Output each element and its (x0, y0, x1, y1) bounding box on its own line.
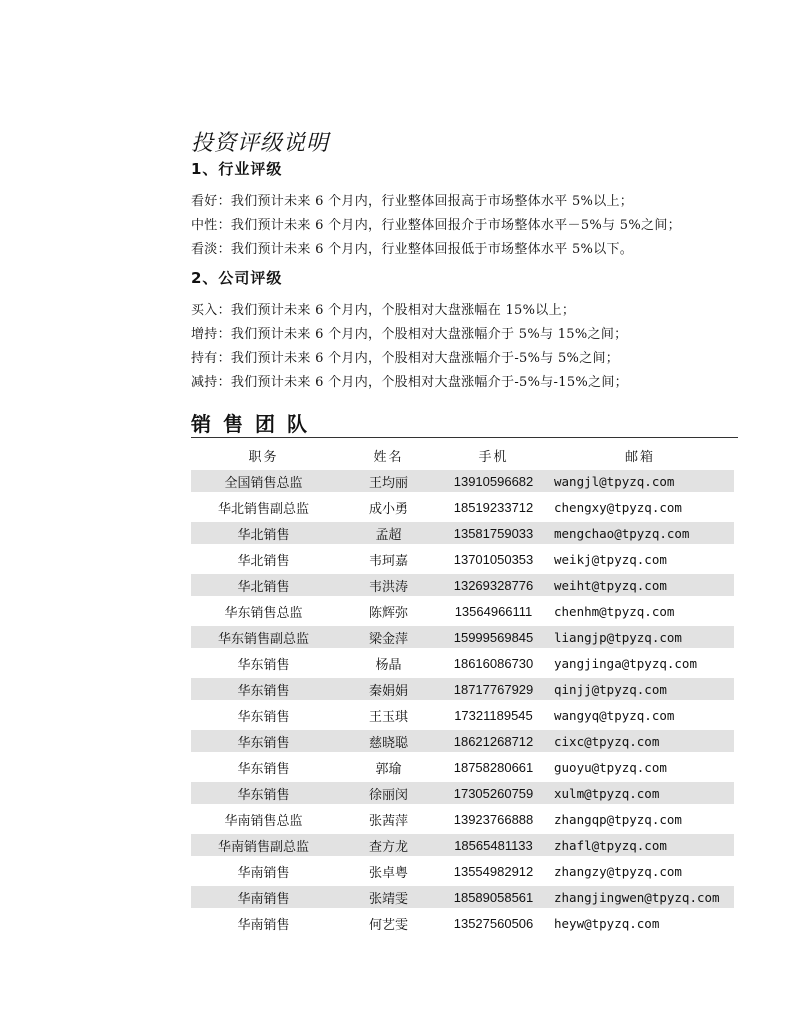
table-row (191, 548, 734, 570)
name-cell: 郭瑜 (375, 761, 402, 777)
company-rating-line: 持有：我们预计未来 6 个月内，个股相对大盘涨幅介于-5%与 5%之间； (191, 351, 620, 366)
company-rating-line: 买入：我们预计未来 6 个月内，个股相对大盘涨幅在 15%以上； (191, 303, 576, 318)
phone-cell: 13581759033 (441, 522, 546, 544)
table-row (191, 496, 734, 518)
sales-team-table (191, 440, 734, 938)
sales-team-divider (191, 437, 738, 438)
role-cell: 华东销售 (191, 782, 336, 804)
phone-cell: 17305260759 (441, 782, 546, 804)
header-role: 职务 (248, 449, 279, 465)
header-name: 姓名 (373, 449, 404, 465)
role-cell: 华北销售 (191, 574, 336, 596)
email-cell[interactable]: weikj@tpyzq.com (554, 551, 667, 567)
name-cell: 陈辉弥 (368, 605, 408, 621)
table-row (191, 860, 734, 882)
phone-cell: 18621268712 (441, 730, 546, 752)
table-row (191, 652, 734, 674)
name-cell: 韦洪涛 (336, 574, 441, 596)
email-cell[interactable]: qinjj@tpyzq.com (546, 678, 734, 700)
header-email: 邮箱 (624, 449, 655, 465)
table-row (191, 678, 734, 700)
name-cell: 查方龙 (336, 834, 441, 856)
email-cell[interactable]: weiht@tpyzq.com (546, 574, 734, 596)
table-row (191, 704, 734, 726)
header-phone: 手机 (478, 449, 509, 465)
role-cell: 全国销售总监 (191, 470, 336, 492)
rating-title: 投资评级说明 (191, 131, 330, 156)
email-cell[interactable]: wangyq@tpyzq.com (554, 707, 675, 723)
name-cell: 张茜萍 (368, 813, 408, 829)
sales-team-title: 销售团队 (191, 412, 319, 436)
industry-rating-line: 中性：我们预计未来 6 个月内，行业整体回报介于市场整体水平－5%与 5%之间； (191, 218, 681, 233)
table-row (191, 522, 734, 544)
phone-cell: 13564966111 (454, 603, 533, 619)
name-cell: 王玉琪 (368, 709, 408, 725)
role-cell: 华南销售副总监 (191, 834, 336, 856)
role-cell: 华东销售副总监 (191, 626, 336, 648)
email-cell[interactable]: chenhm@tpyzq.com (554, 603, 675, 619)
name-cell: 杨晶 (375, 657, 402, 673)
email-cell[interactable]: zhangqp@tpyzq.com (554, 811, 682, 827)
phone-cell: 13923766888 (453, 811, 534, 827)
email-cell[interactable]: heyw@tpyzq.com (554, 915, 660, 931)
role-cell: 华北销售 (237, 553, 290, 569)
company-rating-line: 增持：我们预计未来 6 个月内，个股相对大盘涨幅介于 5%与 15%之间； (191, 327, 628, 342)
email-cell[interactable]: guoyu@tpyzq.com (554, 759, 667, 775)
table-row (191, 886, 734, 908)
industry-rating-heading: 1、行业评级 (191, 160, 283, 178)
role-cell: 华东销售 (191, 730, 336, 752)
name-cell: 徐丽闵 (336, 782, 441, 804)
table-row (191, 808, 734, 830)
name-cell: 张靖雯 (336, 886, 441, 908)
table-row (191, 730, 734, 752)
name-cell: 秦娟娟 (336, 678, 441, 700)
phone-cell: 13554982912 (453, 863, 534, 879)
phone-cell: 18589058561 (441, 886, 546, 908)
phone-cell: 18717767929 (441, 678, 546, 700)
company-rating-heading: 2、公司评级 (191, 269, 283, 287)
table-row (191, 626, 734, 648)
role-cell: 华南销售 (237, 865, 290, 881)
table-row (191, 912, 734, 934)
role-cell: 华北销售 (191, 522, 336, 544)
role-cell: 华北销售副总监 (217, 501, 309, 517)
role-cell: 华东销售总监 (224, 605, 303, 621)
role-cell: 华东销售 (237, 657, 290, 673)
phone-cell: 13701050353 (453, 551, 534, 567)
phone-cell: 15999569845 (441, 626, 546, 648)
industry-rating-line: 看淡：我们预计未来 6 个月内，行业整体回报低于市场整体水平 5%以下。 (191, 242, 634, 257)
phone-cell: 18565481133 (441, 834, 546, 856)
email-cell[interactable]: wangjl@tpyzq.com (546, 470, 734, 492)
email-cell[interactable]: mengchao@tpyzq.com (546, 522, 734, 544)
table-row (191, 470, 734, 492)
sales-team-rows (191, 470, 734, 934)
email-cell[interactable]: zhangzy@tpyzq.com (554, 863, 682, 879)
company-rating-line: 减持：我们预计未来 6 个月内，个股相对大盘涨幅介于-5%与-15%之间； (191, 375, 628, 390)
table-row (191, 600, 734, 622)
role-cell: 华东销售 (237, 761, 290, 777)
name-cell: 成小勇 (368, 501, 408, 517)
phone-cell: 13910596682 (441, 470, 546, 492)
name-cell: 慈晓聪 (336, 730, 441, 752)
phone-cell: 13269328776 (441, 574, 546, 596)
email-cell[interactable]: liangjp@tpyzq.com (546, 626, 734, 648)
phone-cell: 18758280661 (453, 759, 534, 775)
name-cell: 张卓粤 (368, 865, 408, 881)
email-cell[interactable]: chengxy@tpyzq.com (554, 499, 682, 515)
email-cell[interactable]: zhangjingwen@tpyzq.com (546, 886, 734, 908)
role-cell: 华东销售 (237, 709, 290, 725)
name-cell: 王均丽 (336, 470, 441, 492)
phone-cell: 18616086730 (453, 655, 534, 671)
phone-cell: 17321189545 (454, 707, 533, 723)
role-cell: 华南销售总监 (224, 813, 303, 829)
industry-rating-line: 看好：我们预计未来 6 个月内，行业整体回报高于市场整体水平 5%以上； (191, 194, 634, 209)
role-cell: 华南销售 (237, 917, 290, 933)
role-cell: 华东销售 (191, 678, 336, 700)
name-cell: 何艺雯 (368, 917, 408, 933)
email-cell[interactable]: cixc@tpyzq.com (546, 730, 734, 752)
table-row (191, 834, 734, 856)
table-row (191, 782, 734, 804)
email-cell[interactable]: yangjinga@tpyzq.com (554, 655, 697, 671)
table-row (191, 756, 734, 778)
table-header-row (191, 444, 734, 466)
table-row (191, 574, 734, 596)
name-cell: 韦珂嘉 (368, 553, 408, 569)
name-cell: 孟超 (336, 522, 441, 544)
email-cell[interactable]: zhafl@tpyzq.com (546, 834, 734, 856)
email-cell[interactable]: xulm@tpyzq.com (546, 782, 734, 804)
role-cell: 华南销售 (191, 886, 336, 908)
name-cell: 梁金萍 (336, 626, 441, 648)
phone-cell: 18519233712 (453, 499, 534, 515)
phone-cell: 13527560506 (453, 915, 534, 931)
